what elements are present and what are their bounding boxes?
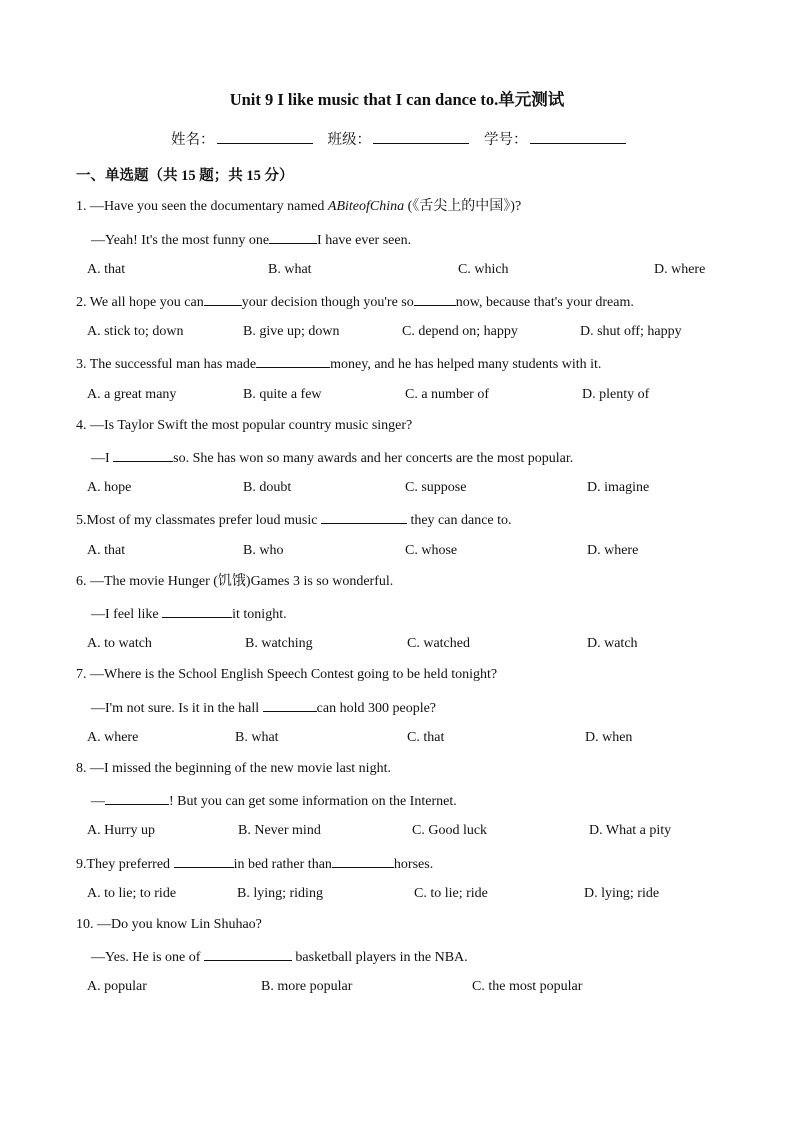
question-7-reply-end: can hold 300 people?: [316, 701, 437, 716]
question-10-stem: 10. —Do you know Lin Shuhao?: [76, 917, 262, 932]
option-10c[interactable]: C. the most popular: [472, 979, 583, 994]
question-6-reply: [91, 604, 287, 624]
question-1-text-end: (《舌尖上的中国》)?: [404, 199, 522, 214]
question-9-stem: [76, 854, 433, 874]
question-1-stem: [76, 198, 521, 216]
option-3a[interactable]: A. a great many: [87, 387, 177, 402]
student-info-row: [171, 128, 641, 149]
option-2d[interactable]: D. shut off; happy: [580, 324, 682, 339]
question-2-text-mid: your decision though you're so: [241, 295, 414, 310]
answer-blank[interactable]: [204, 947, 292, 961]
question-4-reply-text: —I: [91, 451, 114, 466]
option-6a[interactable]: A. to watch: [87, 636, 152, 651]
question-1-reply-end: I have ever seen.: [317, 233, 412, 248]
question-6-stem: 6. —The movie Hunger (饥饿)Games 3 is so wonderful.: [76, 574, 394, 589]
question-3-text-end: money, and he has helped many students with it.: [330, 357, 602, 372]
answer-blank[interactable]: [204, 292, 242, 306]
option-5b[interactable]: B. who: [243, 543, 284, 558]
option-8d[interactable]: D. What a pity: [589, 823, 672, 838]
question-10-reply: [91, 947, 468, 967]
answer-blank[interactable]: [162, 604, 232, 618]
option-2c[interactable]: C. depend on; happy: [402, 324, 518, 339]
option-5c[interactable]: C. whose: [405, 543, 458, 558]
question-7-reply-text: —I'm not sure. Is it in the hall: [91, 701, 263, 716]
name-label: 姓名：: [171, 132, 215, 148]
question-10-reply-end: basketball players in the NBA.: [291, 950, 468, 965]
question-7-stem: 7. —Where is the School English Speech Contest going to be held tonight?: [76, 667, 498, 682]
answer-blank[interactable]: [321, 510, 407, 524]
question-8-stem: 8. —I missed the beginning of the new movie last night.: [76, 761, 391, 776]
option-3b[interactable]: B. quite a few: [243, 387, 322, 402]
question-8-reply-end: ! But you can get some information on the Internet.: [169, 794, 457, 809]
question-8-reply-text: —: [91, 794, 105, 809]
option-4d[interactable]: D. imagine: [587, 480, 650, 495]
name-input-line[interactable]: [217, 129, 313, 144]
id-input-line[interactable]: [530, 129, 626, 144]
id-field: [484, 128, 626, 149]
option-3c[interactable]: C. a number of: [405, 387, 489, 402]
option-2a[interactable]: A. stick to; down: [87, 324, 184, 339]
question-1-reply-text: —Yeah! It's the most funny one: [91, 233, 270, 248]
option-7d[interactable]: D. when: [585, 730, 633, 745]
answer-blank[interactable]: [269, 230, 317, 244]
option-1c[interactable]: C. which: [458, 262, 509, 277]
question-6-reply-end: it tonight.: [232, 607, 287, 622]
option-4b[interactable]: B. doubt: [243, 480, 292, 495]
answer-blank[interactable]: [256, 354, 330, 368]
question-1-italic-title: ABiteofChina: [327, 199, 405, 214]
option-1d[interactable]: D. where: [654, 262, 706, 277]
option-9d[interactable]: D. lying; ride: [584, 886, 660, 901]
option-3d[interactable]: D. plenty of: [582, 387, 650, 402]
class-input-line[interactable]: [373, 129, 469, 144]
answer-blank[interactable]: [332, 854, 394, 868]
question-7-reply: [91, 698, 436, 718]
name-field: [171, 128, 313, 149]
option-9b[interactable]: B. lying; riding: [237, 886, 323, 901]
question-9-text-end: horses.: [393, 857, 434, 872]
question-2-text-end: now, because that's your dream.: [455, 295, 634, 310]
option-4c[interactable]: C. suppose: [405, 480, 467, 495]
option-6c[interactable]: C. watched: [407, 636, 470, 651]
question-4-reply-end: so. She has won so many awards and her concerts are the most popular.: [173, 451, 574, 466]
question-1-reply: [91, 230, 411, 250]
answer-blank[interactable]: [105, 791, 169, 805]
option-8c[interactable]: C. Good luck: [412, 823, 488, 838]
option-7b[interactable]: B. what: [235, 730, 279, 745]
option-10b[interactable]: B. more popular: [261, 979, 353, 994]
option-4a[interactable]: A. hope: [87, 480, 132, 495]
option-8b[interactable]: B. Never mind: [238, 823, 321, 838]
page-title: Unit 9 I like music that I can dance to.单元测试: [229, 90, 565, 109]
question-3-text: 3. The successful man has made: [76, 357, 257, 372]
question-4-stem: 4. —Is Taylor Swift the most popular country music singer?: [76, 418, 413, 433]
section-heading: 一、单选题（共 15 题；共 15 分）: [76, 168, 294, 184]
question-5-text: 5.Most of my classmates prefer loud music: [76, 513, 321, 528]
answer-blank[interactable]: [263, 698, 317, 712]
answer-blank[interactable]: [414, 292, 456, 306]
answer-blank[interactable]: [113, 448, 173, 462]
option-7a[interactable]: A. where: [87, 730, 139, 745]
question-2-text: 2. We all hope you can: [76, 295, 204, 310]
question-1-text: 1. —Have you seen the documentary named: [76, 199, 328, 214]
question-9-text-mid: in bed rather than: [233, 857, 332, 872]
question-10-reply-text: —Yes. He is one of: [91, 950, 204, 965]
question-5-stem: [76, 510, 512, 530]
question-5-text-end: they can dance to.: [406, 513, 512, 528]
option-6b[interactable]: B. watching: [245, 636, 313, 651]
question-9-text: 9.They preferred: [76, 857, 174, 872]
answer-blank[interactable]: [174, 854, 234, 868]
question-2-stem: [76, 292, 634, 312]
option-8a[interactable]: A. Hurry up: [87, 823, 156, 838]
option-5d[interactable]: D. where: [587, 543, 639, 558]
class-field: [328, 128, 470, 149]
option-9c[interactable]: C. to lie; ride: [414, 886, 488, 901]
option-7c[interactable]: C. that: [407, 730, 445, 745]
option-9a[interactable]: A. to lie; to ride: [87, 886, 177, 901]
option-2b[interactable]: B. give up; down: [243, 324, 340, 339]
option-10a[interactable]: A. popular: [87, 979, 147, 994]
question-8-reply: [91, 791, 457, 811]
option-5a[interactable]: A. that: [87, 543, 126, 558]
question-4-reply: [91, 448, 573, 468]
question-6-reply-text: —I feel like: [91, 607, 163, 622]
question-3-stem: [76, 354, 601, 374]
class-label: 班级：: [327, 132, 371, 148]
id-label: 学号：: [484, 132, 528, 148]
option-1b[interactable]: B. what: [268, 262, 312, 277]
option-6d[interactable]: D. watch: [587, 636, 638, 651]
option-1a[interactable]: A. that: [87, 262, 126, 277]
